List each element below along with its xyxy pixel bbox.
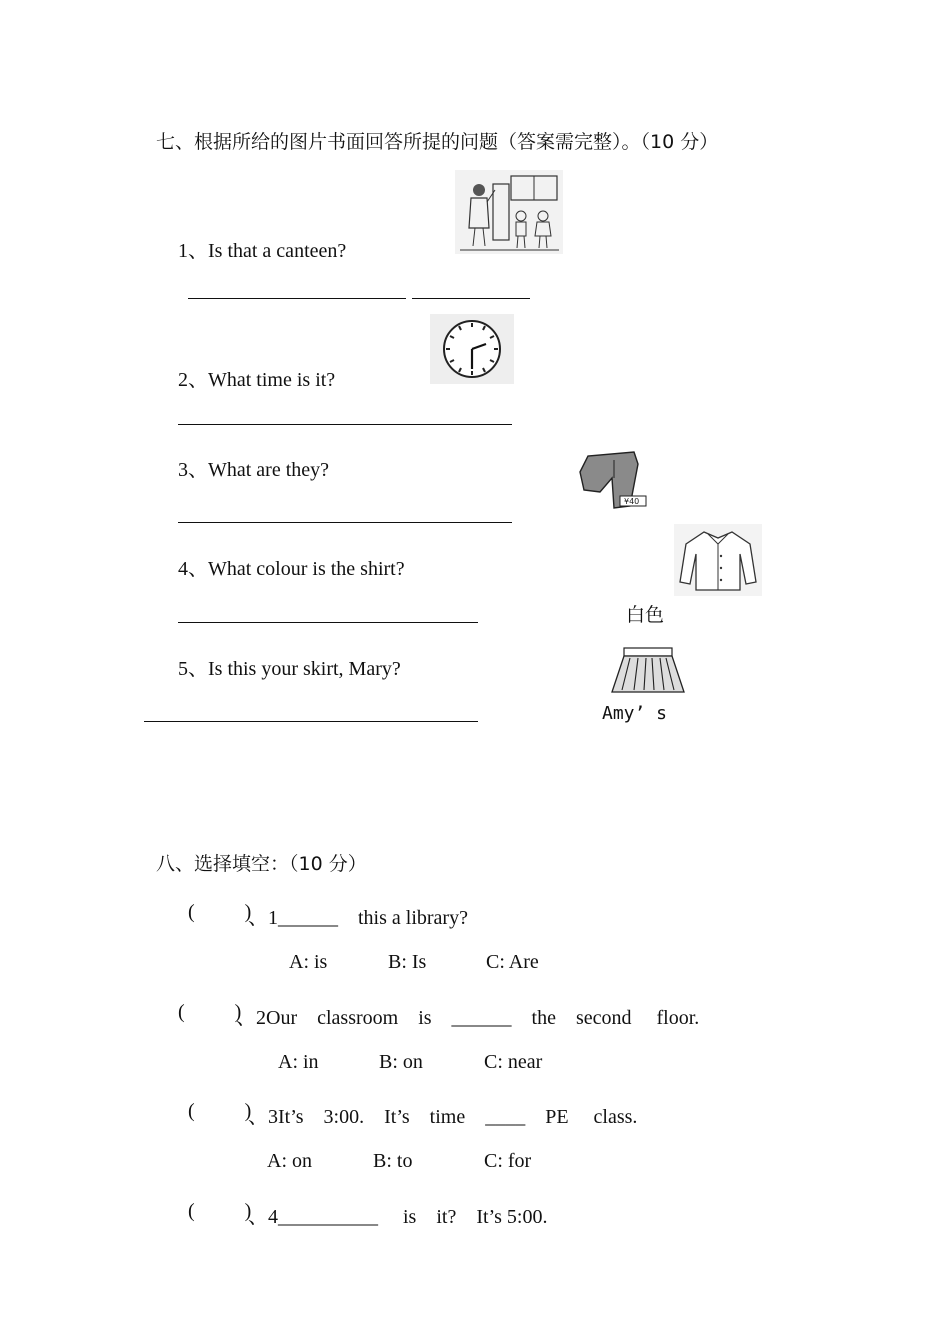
item-3-option-a[interactable]: A: on xyxy=(267,1150,312,1172)
shirt-icon xyxy=(674,524,762,596)
item-1-option-c[interactable]: C: Are xyxy=(486,951,539,973)
section-8-title: 八、选择填空：（10 分） xyxy=(156,853,367,875)
answer-line-2[interactable] xyxy=(178,424,512,425)
hint-white: 白色 xyxy=(626,604,665,626)
clock-icon xyxy=(430,314,514,384)
item-3-option-c[interactable]: C: for xyxy=(484,1150,532,1172)
item-2-option-c[interactable]: C: near xyxy=(484,1051,543,1073)
item-3-stem: 、3It’s 3:00. It’s time ____ PE class. xyxy=(248,1106,638,1128)
pants-icon xyxy=(574,448,654,512)
item-1-option-b[interactable]: B: Is xyxy=(388,951,427,973)
answer-line-1a[interactable] xyxy=(188,298,406,299)
question-4: 4、What colour is the shirt? xyxy=(178,558,405,580)
price-tag-label: ¥40 xyxy=(624,497,640,506)
teacher-office-icon xyxy=(455,170,563,254)
answer-line-4[interactable] xyxy=(178,622,478,623)
item-2-stem: 、2Our classroom is ______ the second floor. xyxy=(236,1007,700,1029)
answer-paren-4[interactable]: ( ) xyxy=(188,1200,252,1222)
hint-amys: Amy’ s xyxy=(602,703,668,724)
answer-line-3[interactable] xyxy=(178,522,512,523)
question-2: 2、What time is it? xyxy=(178,369,336,391)
item-1-stem: 、1______ this a library? xyxy=(248,907,468,929)
answer-paren-1[interactable]: ( ) xyxy=(188,901,252,923)
question-5: 5、Is this your skirt, Mary? xyxy=(178,658,401,680)
answer-line-5[interactable] xyxy=(144,721,478,722)
answer-paren-3[interactable]: ( ) xyxy=(188,1100,252,1122)
question-3: 3、What are they? xyxy=(178,459,330,481)
item-3-option-b[interactable]: B: to xyxy=(373,1150,413,1172)
item-4-stem: 、4__________ is it? It’s 5:00. xyxy=(248,1206,548,1228)
item-2-option-a[interactable]: A: in xyxy=(278,1051,319,1073)
skirt-icon xyxy=(608,644,688,700)
question-1: 1、Is that a canteen? xyxy=(178,240,347,262)
answer-paren-2[interactable]: ( ) xyxy=(178,1001,242,1023)
item-1-option-a[interactable]: A: is xyxy=(289,951,328,973)
answer-line-1b[interactable] xyxy=(412,298,530,299)
section-7-title: 七、根据所给的图片书面回答所提的问题（答案需完整）。（10 分） xyxy=(156,131,719,153)
item-2-option-b[interactable]: B: on xyxy=(379,1051,423,1073)
